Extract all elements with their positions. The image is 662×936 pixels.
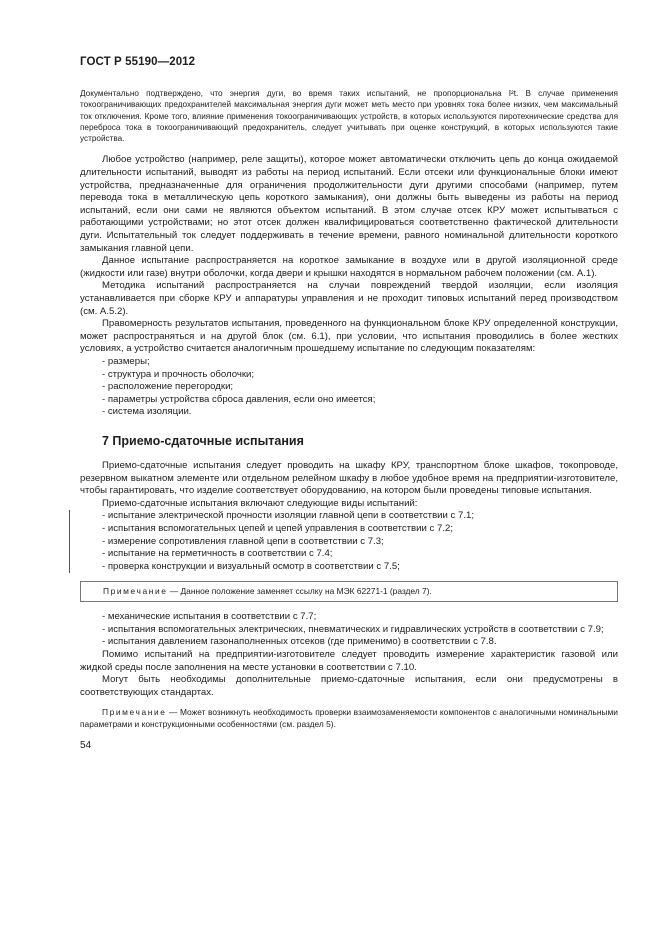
list-item: - испытание на герметичность в соответствии с 7.4; bbox=[102, 548, 333, 560]
list-item: - измерение сопротивления главной цепи в соответствии с 7.3; bbox=[102, 535, 384, 547]
body-block-2 bbox=[80, 460, 618, 573]
list-item: - расположение перегородки; bbox=[102, 381, 234, 393]
list-item: - система изоляции. bbox=[102, 406, 192, 418]
list-item: - механические испытания в соответствии с 7.7; bbox=[102, 611, 317, 623]
paragraph: Помимо испытаний на предприятии-изготовителе следует проводить измерение характеристик газовой или жидкой среды после заполнения на месте установки в соответствии с 7.10. bbox=[80, 649, 618, 673]
list-item: - размеры; bbox=[102, 355, 150, 367]
paragraph: Могут быть необходимы дополнительные приемо-сдаточные испытания, если они предусмотрены в соответствующих стандартах. bbox=[80, 674, 618, 698]
intro-note-text: Документально подтверждено, что энергия дуги, во время таких испытаний, не пропорциональна I²t. В случае применения токоограничивающих предохранителей максимальная энергия дуги может меть место при уровнях тока более низких, чем максимальный ток отключения. Кроме того, влияние применения токоограничивающих устройств, в которых используются пиротехнические средства для переброса тока в токоограничивающий предохранитель, следует учитывать при оценке конструкций, в которых используются такие устройства. bbox=[80, 89, 618, 144]
list-item: - испытание электрической прочности изоляции главной цепи в соответствии с 7.1; bbox=[102, 510, 475, 522]
document-header: ГОСТ Р 55190—2012 bbox=[80, 56, 196, 68]
note-text: — Данное положение заменяет ссылку на МЭК 62271-1 (раздел 7). bbox=[167, 586, 432, 597]
list-item: - испытания вспомогательных цепей и цепей управления в соответствии с 7.2; bbox=[102, 522, 453, 534]
list-item: - испытания давлением газонаполненных отсеков (где применимо) в соответствии с 7.8. bbox=[102, 636, 497, 648]
paragraph: Приемо-сдаточные испытания включают следующие виды испытаний: bbox=[102, 497, 418, 509]
paragraph: Правомерность результатов испытания, проведенного на функциональном блоке КРУ определенной конструкции, может распространяться и на другой блок (см. 6.1), при условии, что испытания проводились в более жестких условиях, а устройство считается аналогичным прошедшему испытание по следующим показателям: bbox=[80, 318, 618, 355]
list-item: - структура и прочность оболочки; bbox=[102, 368, 255, 380]
list-item: - параметры устройства сброса давления, если оно имеется; bbox=[102, 393, 376, 405]
paragraph: Методика испытаний распространяется на случаи повреждений твердой изоляции, если изоляция устанавливается при сборке КРУ и аппаратуры управления и не проходит типовых испытаний перед производством (см. А.5.2). bbox=[80, 280, 618, 317]
note-text: — Может возникнуть необходимость проверки взаимозаменяемости компонентов с аналогичными номинальными параметрами и конструкционными особенностями (см. раздел 5). bbox=[80, 707, 618, 729]
body-block-1 bbox=[80, 154, 618, 418]
paragraph: Данное испытание распространяется на короткое замыкание в воздухе или в другой изоляционной среде (жидкости или газе) внутри оболочки, когда двери и крышки находятся в нормальном рабочем положении (см. А.1). bbox=[80, 255, 618, 279]
page-number: 54 bbox=[80, 740, 92, 752]
paragraph: Приемо-сдаточные испытания следует проводить на шкафу КРУ, транспортном блоке шкафов, токопроводе, резервном выкатном элементе или отдельном релейном шкафу в любое удобное время на предприятии-изготовителе, чтобы гарантировать, что изделие соответствует оборудованию, на котором были проведены типовые испытания. bbox=[80, 459, 618, 497]
end-note bbox=[80, 707, 618, 730]
note-box bbox=[80, 581, 618, 602]
section-heading: 7 Приемо-сдаточные испытания bbox=[102, 433, 304, 448]
note-label: Примечание bbox=[102, 707, 167, 718]
note-label: Примечание bbox=[103, 586, 168, 597]
change-bar-block bbox=[69, 510, 618, 573]
paragraph: Любое устройство (например, реле защиты), которое может автоматически отключить цепь до конца ожидаемой длительности испытаний, выводят из работы на период испытаний. Если отсеки или функциональные блоки имеют устройства, предназначенные для ограничения продолжительности дуги другими способами (например, путем перевода тока в металлическую цепь короткого замыкания), они должны быть выведены из работы на период испытаний, если они сами не являются объектом испытаний. В этом случае отсек КРУ может испытываться с работающими устройствами; но этот отсек должен квалифицироваться соответственно фактической длительности дуги. Испытательный ток следует поддерживать в течение времени, равного номинальной длительности короткого замыкания главной цепи. bbox=[80, 154, 618, 254]
body-block-3 bbox=[80, 611, 618, 699]
list-item: - испытания вспомогательных электрических, пневматических и гидравлических устройств в соответствии с 7.9; bbox=[102, 623, 604, 635]
list-item: - проверка конструкции и визуальный осмотр в соответствии с 7.5; bbox=[102, 560, 400, 572]
